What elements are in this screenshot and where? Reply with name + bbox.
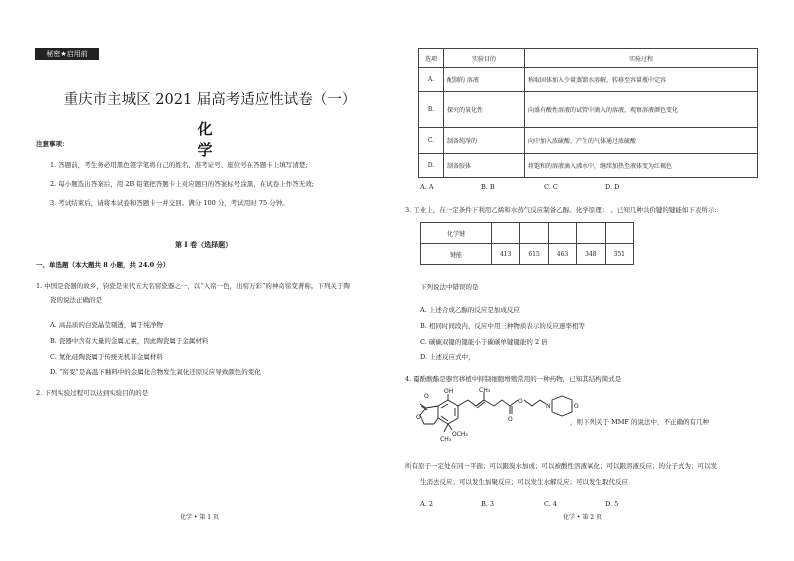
atom-label: N: [546, 403, 551, 410]
atom-label: O: [508, 416, 513, 423]
section-heading: 一、单选题（本大题共 8 小题，共 24.0 分）: [36, 261, 170, 269]
footer-left: 化学 • 第 1 页: [180, 514, 219, 521]
table-cell: 称取固体加入少量蒸馏水溶解，转移至容量瓶中定容: [525, 68, 758, 92]
table-cell: 向盛有酸性溶液的试管中滴入的溶液，观察溶液颜色变化: [525, 92, 758, 128]
q3-option-c: C. 碳碳双键的键能小于碳碳单键键能的 2 倍: [420, 338, 548, 346]
bond-energy-table: [420, 222, 634, 265]
q2-choice-d: D. D: [605, 183, 620, 191]
q2-choice-c: C. C: [544, 183, 558, 191]
atom-label: OH: [444, 388, 454, 395]
energy-label: 键能: [421, 244, 492, 265]
table-cell: 将饱和的溶液滴入沸水中，继续加热至液体变为红褐色: [525, 154, 758, 178]
atom-label: O: [518, 398, 523, 405]
energy-value: 351: [605, 244, 633, 265]
q4-option-d: D. 5: [605, 500, 619, 508]
q1-option-a: A. 高品质的白瓷晶莹剔透，属于纯净物: [50, 321, 163, 329]
table-cell: 制备纯净的: [444, 128, 525, 154]
q4-stem: 4. 霉酚酸酯是器官移植中抑制细胞增殖常用的一种药物，已知其结构简式是: [405, 375, 622, 383]
q4-option-a: A. 2: [420, 500, 433, 508]
table-cell: [492, 223, 520, 244]
table-header: 选项: [419, 49, 444, 68]
q4-tail: ，则下列关于 MMF 的说法中，不正确的有几种: [570, 418, 709, 426]
atom-label: OCH₃: [452, 431, 468, 438]
q1-stem-line2: 瓷的说法正确的是: [50, 296, 102, 304]
atom-label: O: [424, 393, 429, 400]
bond-label: 化学键: [421, 223, 492, 244]
q3-prompt: 下列说法中错误的是: [420, 283, 479, 291]
table-cell: [577, 223, 605, 244]
atom-label: CH₃: [479, 387, 491, 394]
experiment-table: [418, 48, 758, 178]
energy-value: 615: [520, 244, 548, 265]
note-item: 1. 答题前，考生务必用黑色签字笔将自己的姓名、准考证号、座位号在答题卡上填写清楚;: [50, 161, 308, 169]
q4-option-b: B. 3: [481, 500, 495, 508]
q4-option-c: C. 4: [544, 500, 558, 508]
table-header: 实验过程: [525, 49, 758, 68]
q1-option-d: D. “窑变”是高温下釉料中的金属化合物发生氧化还原反应导致颜色的变化: [50, 368, 261, 376]
note-item: 2. 每小题选出答案后，用 2B 铅笔把答题卡上对应题目的答案标号涂黑，在试卷上作答无效;: [50, 180, 315, 188]
table-header: 实验目的: [444, 49, 525, 68]
q3-stem: 3. 工业上，在一定条件下利用乙烯和水蒸气反应制备乙醇。化学原理： 。已知几种共价键的键能如下表所示:: [405, 206, 717, 214]
q2-choice-b: B. B: [481, 183, 495, 191]
q1-stem-line1: 1. 中国是瓷器的故乡，钧瓷是宋代五大名窑瓷器之一，以“入窑一色，出窑万彩”的神奇窑变著称。下列关于陶: [36, 282, 350, 290]
atom-label: O: [574, 403, 579, 410]
notes-heading: 注意事项：: [36, 140, 69, 148]
table-cell: A.: [419, 68, 444, 92]
atom-label: O: [416, 414, 421, 421]
table-cell: D.: [419, 154, 444, 178]
atom-label: CH₃: [440, 436, 452, 443]
energy-value: 413: [492, 244, 520, 265]
table-cell: 探究的氧化性: [444, 92, 525, 128]
table-cell: 配制的 溶液: [444, 68, 525, 92]
table-cell: 制备胶体: [444, 154, 525, 178]
energy-value: 348: [577, 244, 605, 265]
q1-option-b: B. 瓷器中含有大量的金属元素，因此陶瓷属于金属材料: [50, 337, 209, 345]
confidential-badge: 秘密★启用前: [35, 48, 99, 60]
energy-value: 463: [548, 244, 576, 265]
table-row: [419, 92, 758, 128]
table-cell: [605, 223, 633, 244]
table-cell: 向中加入浓硫酸，产生的气体通过浓硫酸: [525, 128, 758, 154]
note-item: 3. 考试结束后，请将本试卷和答题卡一并交回。满分 100 分，考试用时 75 分钟。: [50, 199, 289, 207]
table-cell: [520, 223, 548, 244]
mmf-structure: [412, 386, 612, 448]
table-row: [419, 68, 758, 92]
q4-line2: 所有原子一定处在同一平面；可以跟溴水加成；可以被酸性溶液氧化；可以跟溶液反应；的分子式为；可以发: [405, 462, 717, 470]
q3-option-a: A. 上述合成乙醇的反应是加成反应: [420, 306, 520, 314]
table-row: [419, 154, 758, 178]
q2-stem: 2. 下列实验过程可以达到实验目的的是: [36, 389, 149, 397]
q3-option-d: D. 上述反应式中，: [420, 353, 475, 361]
q4-line3: 生消去反应；可以发生加聚反应；可以发生水解反应；可以发生取代反应: [420, 478, 628, 486]
table-row: [419, 128, 758, 154]
footer-right: 化学 • 第 2 页: [563, 514, 602, 521]
subject-title: 化 学: [197, 120, 223, 159]
table-cell: [548, 223, 576, 244]
table-cell: B.: [419, 92, 444, 128]
part1-heading: 第 I 卷（选择题）: [175, 240, 233, 249]
q3-option-b: B. 相同时间段内，反应中用三种物质表示的反应速率相等: [420, 322, 585, 330]
q1-option-c: C. 氮化硅陶瓷属于传统无机非金属材料: [50, 353, 163, 361]
table-cell: C.: [419, 128, 444, 154]
exam-title: 重庆市主城区 2021 届高考适应性试卷（一）: [63, 92, 357, 108]
q2-choice-a: A. A: [420, 183, 434, 191]
